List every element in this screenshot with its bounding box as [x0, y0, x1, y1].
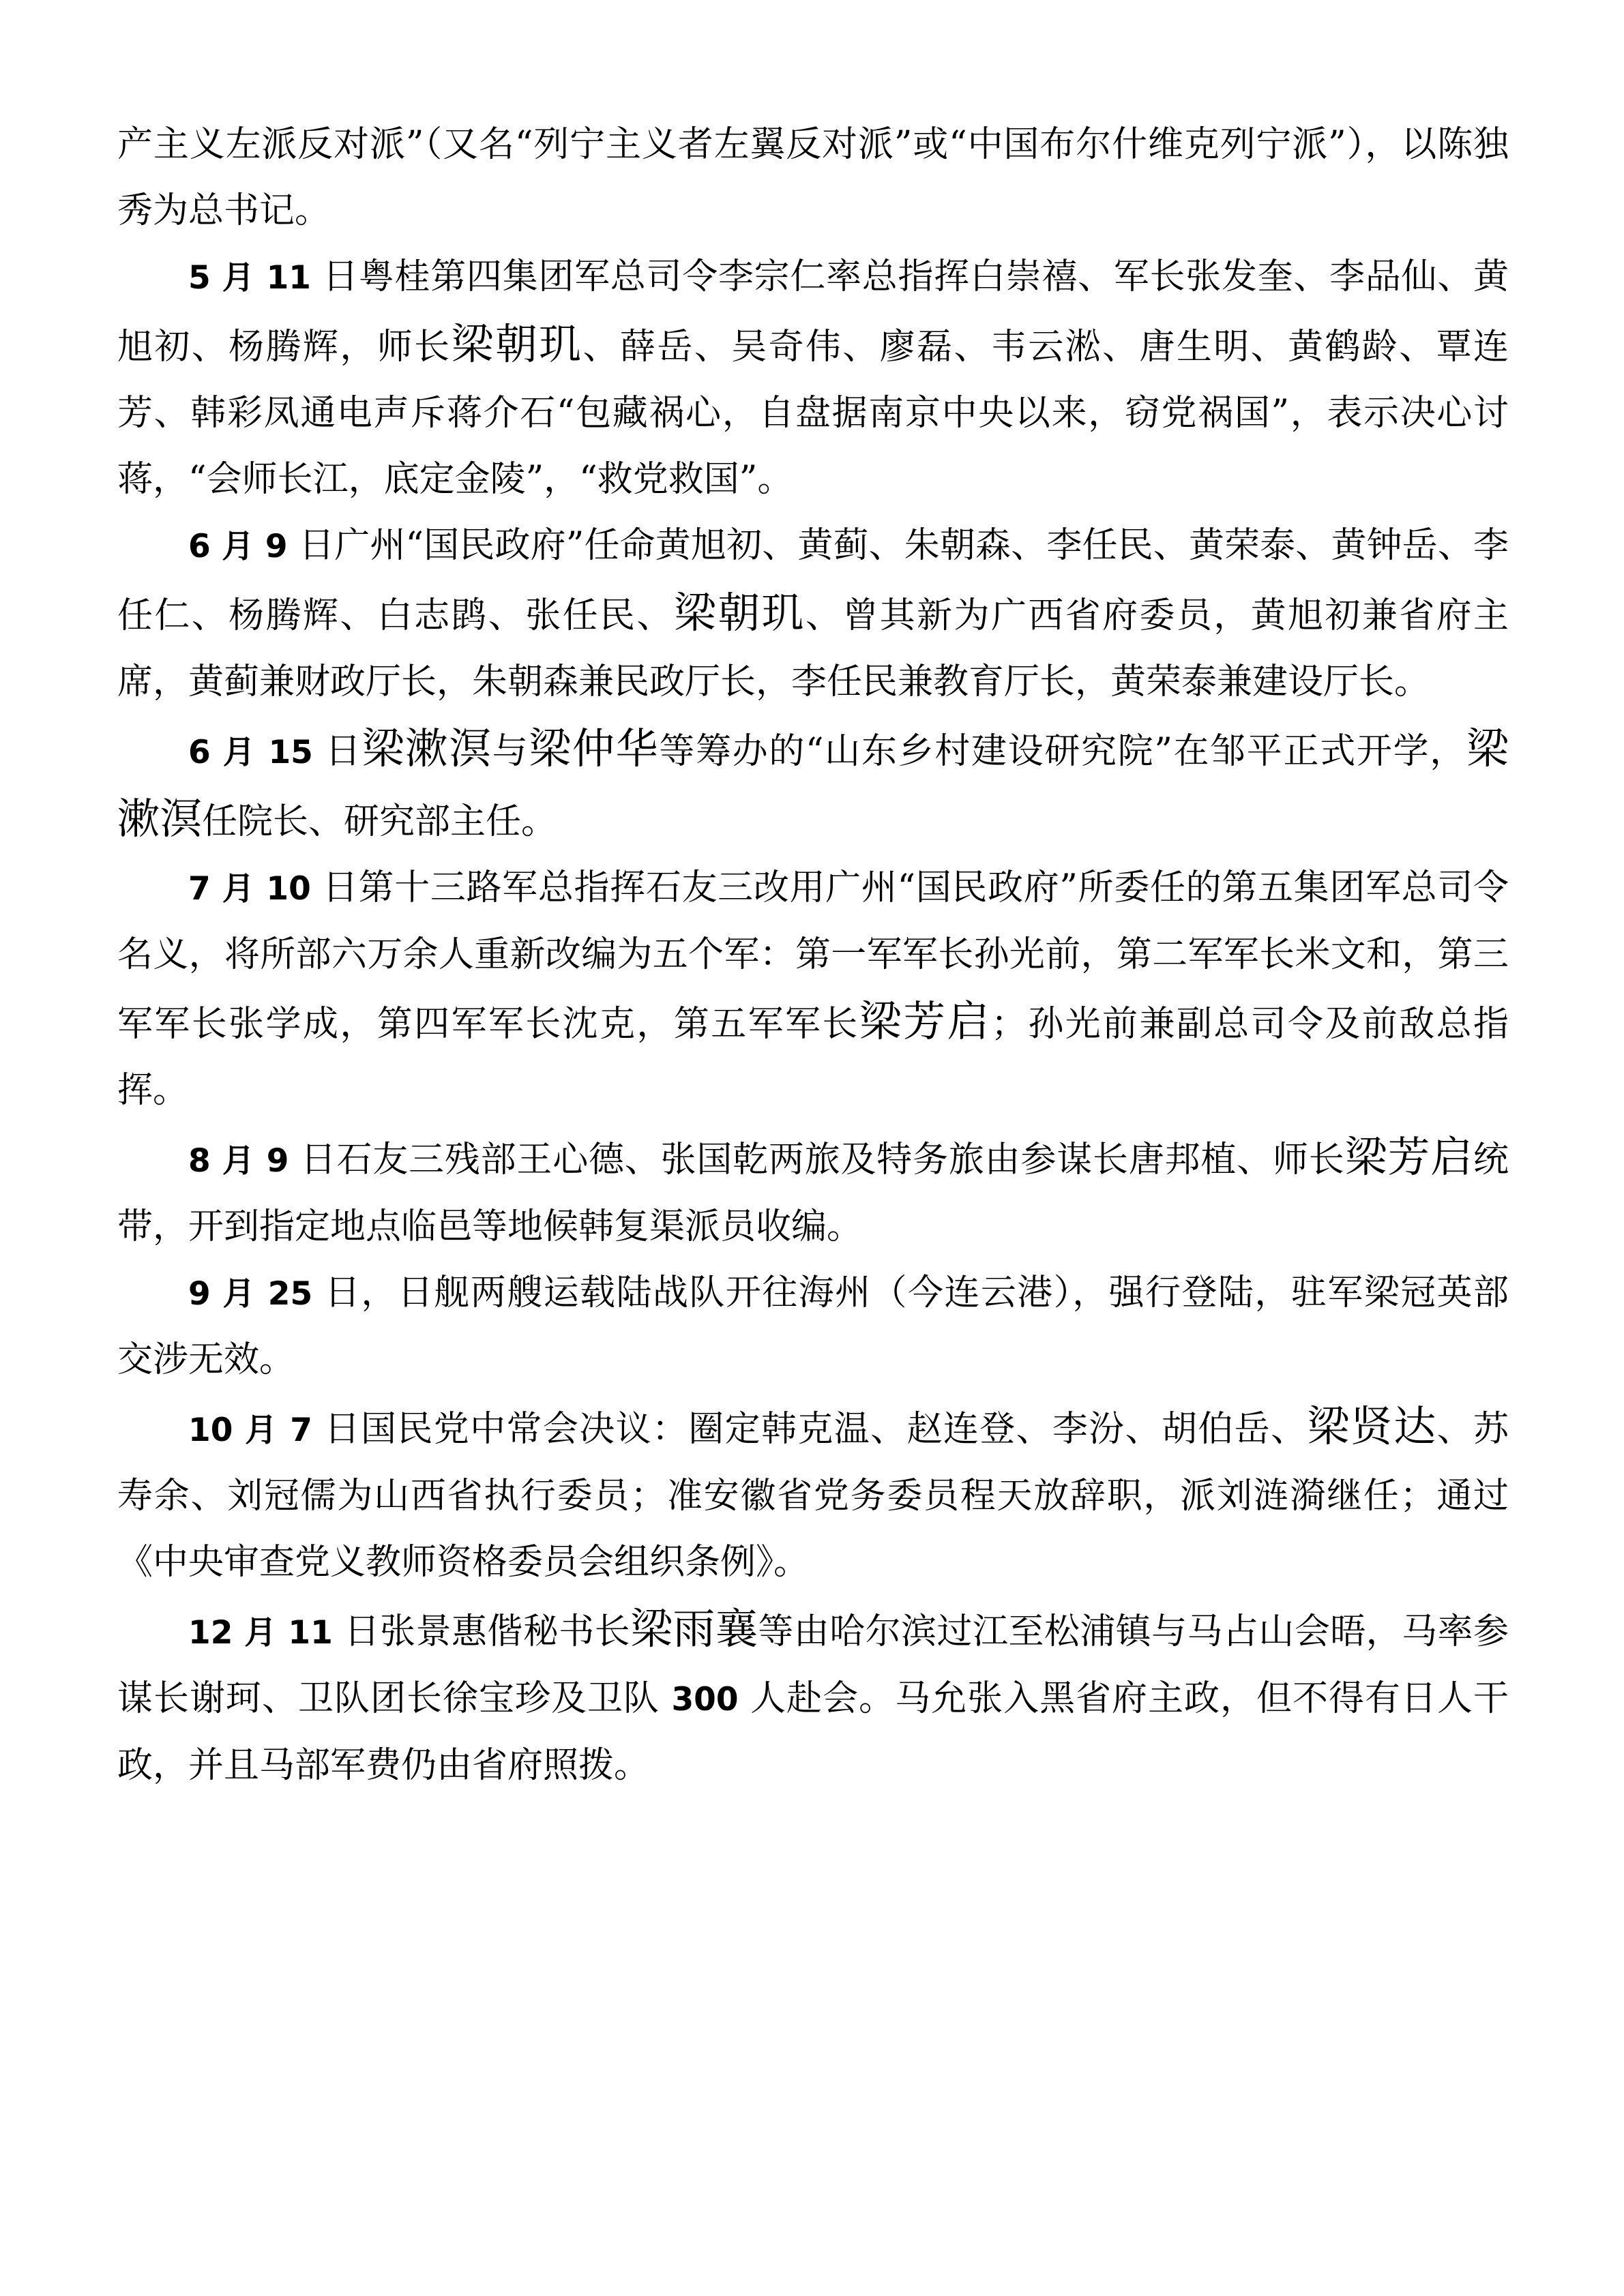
body-text: ；孙光前兼副总司令及前敌总指挥。: [117, 1004, 1509, 1111]
highlighted-name: 梁漱溟: [361, 724, 492, 773]
highlighted-name: 梁芳启: [1344, 1132, 1473, 1182]
highlighted-name: 梁朝玑: [673, 588, 806, 638]
highlighted-name: 梁雨襄: [630, 1604, 758, 1654]
body-text: 人赴会。马允张入黑省府主政，但不得有日人干政，并且马部军费仍由省府照拨。: [117, 1678, 1509, 1786]
entry-date: 8 月 9: [188, 1142, 301, 1180]
entry-date: 12 月 11: [188, 1614, 344, 1652]
document-page: [117, 112, 1509, 1799]
body-text: 日粤桂第四集团军总司令李宗仁率总指挥白崇禧、军长张发奎、李品仙、黄旭初、杨腾辉，师长: [117, 256, 1509, 368]
entry-date: 10 月 7: [188, 1412, 325, 1449]
paragraph-continuation: [117, 112, 1509, 244]
body-text: 日石友三残部王心德、张国乾两旅及特务旅由参谋长唐邦植、师长: [300, 1139, 1345, 1180]
entry-date: 6 月 9: [188, 528, 299, 565]
paragraph-june-9: [117, 513, 1509, 715]
body-text: 等由哈尔滨过江至松浦镇与马占山会晤，马率参谋长谢珂、卫队团长徐宝珍及卫队: [117, 1611, 1509, 1719]
paragraph-june-15: [117, 715, 1509, 855]
highlighted-name: 梁芳启: [859, 996, 991, 1046]
body-text: 、曾其新为广西省府委员，黄旭初兼省府主席，黄蓟兼财政厅长，朱朝森兼民政厅长，李任民兼教育厅长，黄荣泰兼建设厅长。: [117, 595, 1509, 702]
body-text: 日，日舰两艘运载陆战队开往海州（今连云港），强行登陆，驻军梁冠英部交涉无效。: [117, 1272, 1509, 1380]
number-text: 300: [671, 1681, 739, 1718]
body-text: 、苏寿余、刘冠儒为山西省执行委员；准安徽省党务委员程天放辞职，派刘涟漪继任；通过《中央审查党义教师资格委员会组织条例》。: [117, 1409, 1509, 1583]
body-text: 、薛岳、吴奇伟、廖磊、韦云淞、唐生明、黄鹤龄、覃连芳、韩彩凤通电声斥蒋介石“包藏祸心，自盘据南京中央以来，窃党祸国”，表示决心讨蒋，“会师长江，底定金陵”，“救党救国”。: [117, 327, 1509, 500]
body-text: 与: [492, 731, 529, 772]
highlighted-name: 梁仲华: [529, 724, 660, 773]
body-text: 等筹办的“山东乡村建设研究院”在邹平正式开学，: [659, 731, 1466, 772]
entry-date: 7 月 10: [188, 870, 323, 908]
paragraph-august-9: [117, 1124, 1509, 1260]
paragraph-october-7: [117, 1393, 1509, 1596]
body-text: 任院长、研究部主任。: [202, 801, 557, 842]
highlighted-name: 梁朝玑: [451, 319, 583, 369]
body-text: 日广州“国民政府”任命黄旭初、黄蓟、朱朝森、李任民、黄荣泰、黄钟岳、李任仁、杨腾辉、白志鹍、张任民、: [117, 525, 1509, 636]
body-text: 日第十三路军总指挥石友三改用广州“国民政府”所委任的第五集团军总司令名义，将所部六万余人重新改编为五个军：第一军军长孙光前，第二军军长米文和，第三军军长张学成，第四军军长沈克，第五军军长: [117, 867, 1509, 1045]
entry-date: 9 月 25: [188, 1275, 325, 1313]
entry-date: 5 月 11: [188, 259, 323, 297]
paragraph-july-10: [117, 855, 1509, 1124]
body-text: 统带，开到指定地点临邑等地候韩复渠派员收编。: [117, 1139, 1509, 1247]
highlighted-name: 梁贤达: [1307, 1401, 1437, 1451]
paragraph-september-25: [117, 1260, 1509, 1393]
entry-date: 6 月 15: [188, 734, 325, 771]
body-text: 产主义左派反对派”（又名“列宁主义者左翼反对派”或“中国布尔什维克列宁派”），以陈独秀为总书记。: [117, 124, 1509, 231]
body-text: 日: [325, 731, 362, 772]
body-text: 日张景惠偕秘书长: [344, 1611, 631, 1652]
paragraph-may-11: [117, 244, 1509, 513]
paragraph-december-11: [117, 1596, 1509, 1799]
body-text: 日国民党中常会决议：圈定韩克温、赵连登、李汾、胡伯岳、: [324, 1409, 1308, 1450]
highlighted-name: 梁漱溟: [117, 724, 1509, 844]
